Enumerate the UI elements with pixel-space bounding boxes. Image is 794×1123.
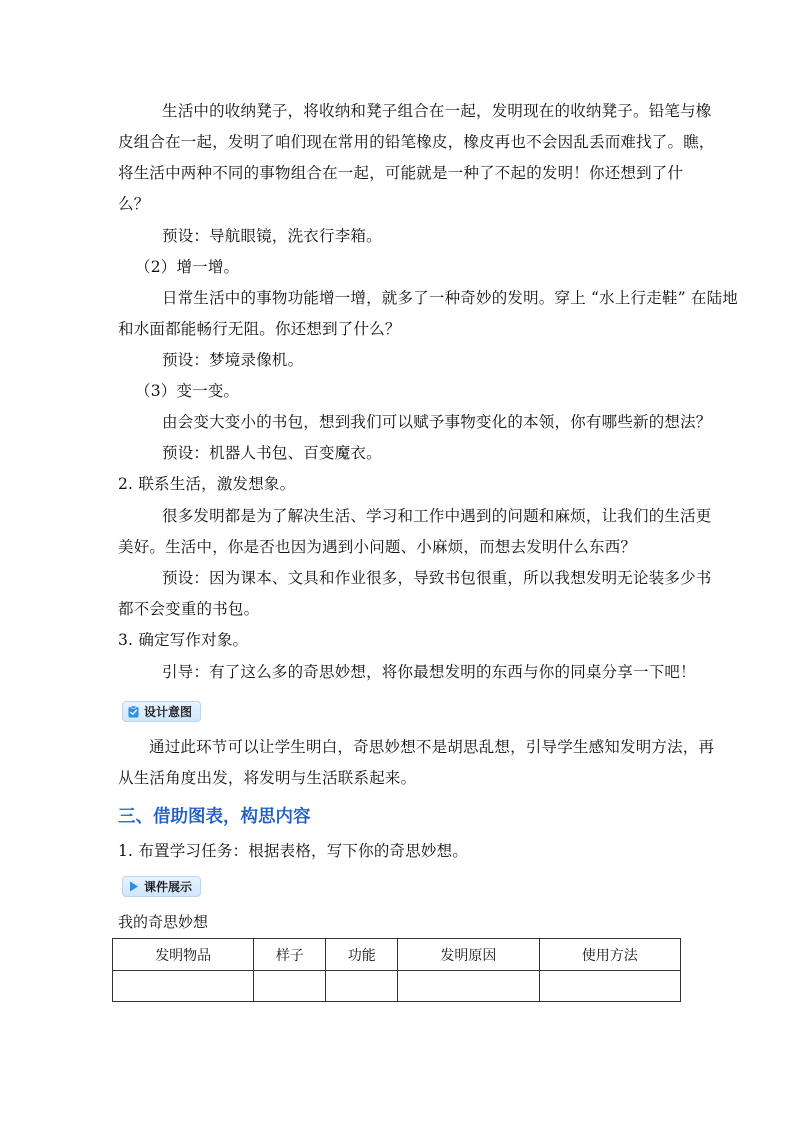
guide-text: 引导：有了这么多的奇思妙想，将你最想发明的东西与你的同桌分享一下吧！: [162, 663, 696, 681]
paragraph-combine-line3: 将生活中两种不同的事物组合在一起，可能就是一种了不起的发明！你还想到了什: [118, 164, 684, 182]
paragraph-combine-line2: 皮组合在一起，发明了咱们现在常用的铅笔橡皮，橡皮再也不会因乱丢而难找了。瞧，: [118, 133, 715, 151]
preset-increase: 预设：梦境录像机。: [162, 351, 304, 369]
table-header-cell: 使用方法: [539, 939, 680, 971]
table-row: [113, 971, 681, 1002]
table-header-cell: 发明原因: [398, 939, 539, 971]
item-increase: （2）增一增。: [135, 258, 240, 276]
section-heading: 三、借助图表，构思内容: [118, 807, 311, 827]
design-intent-line2: 从生活角度出发，将发明与生活联系起来。: [118, 769, 417, 787]
paragraph-change-line1: 由会变大变小的书包，想到我们可以赋予事物变化的本领，你有哪些新的想法？: [162, 413, 712, 431]
table-header-cell: 样子: [254, 939, 326, 971]
design-intent-line1: 通过此环节可以让学生明白，奇思妙想不是胡思乱想，引导学生感知发明方法，再: [149, 738, 715, 756]
table-cell: [326, 971, 398, 1002]
idea-table: [112, 938, 681, 1002]
table-cell: [398, 971, 539, 1002]
preset-life-line2: 都不会变重的书包。: [118, 600, 260, 618]
paragraph-combine-line4: 么？: [118, 195, 150, 213]
design-intent-badge: [122, 701, 201, 722]
item-change: （3）变一变。: [135, 382, 240, 400]
table-cell: [113, 971, 254, 1002]
courseware-label: 课件展示: [144, 880, 193, 894]
task-text: 1. 布置学习任务：根据表格，写下你的奇思妙想。: [118, 842, 469, 860]
preset-combine: 预设：导航眼镜，洗衣行李箱。: [162, 227, 382, 245]
courseware-badge: [122, 876, 201, 897]
preset-life-line1: 预设：因为课本、文具和作业很多，导致书包很重，所以我想发明无论装多少书: [162, 569, 712, 587]
table-cell: [254, 971, 326, 1002]
step-2-heading: 2. 联系生活，激发想象。: [118, 475, 296, 493]
table-header-cell: 发明物品: [113, 939, 254, 971]
clipboard-check-icon: [127, 705, 140, 718]
preset-change: 预设：机器人书包、百变魔衣。: [162, 444, 382, 462]
table-header-row: [113, 939, 681, 971]
paragraph-combine-line1: 生活中的收纳凳子，将收纳和凳子组合在一起，发明现在的收纳凳子。铅笔与橡: [162, 102, 712, 120]
paragraph-life-line1: 很多发明都是为了解决生活、学习和工作中遇到的问题和麻烦，让我们的生活更: [162, 507, 712, 525]
design-intent-label: 设计意图: [144, 705, 193, 719]
step-3-heading: 3. 确定写作对象。: [118, 631, 249, 649]
paragraph-life-line2: 美好。生活中，你是否也因为遇到小问题、小麻烦，而想去发明什么东西？: [118, 538, 637, 556]
table-title: 我的奇思妙想: [118, 913, 209, 931]
table-header-cell: 功能: [326, 939, 398, 971]
table-cell: [539, 971, 680, 1002]
play-triangle-icon: [127, 880, 140, 893]
paragraph-increase-line2: 和水面都能畅行无阻。你还想到了什么？: [118, 320, 401, 338]
paragraph-increase-line1: 日常生活中的事物功能增一增，就多了一种奇妙的发明。穿上 “水上行走鞋” 在陆地: [162, 289, 739, 307]
